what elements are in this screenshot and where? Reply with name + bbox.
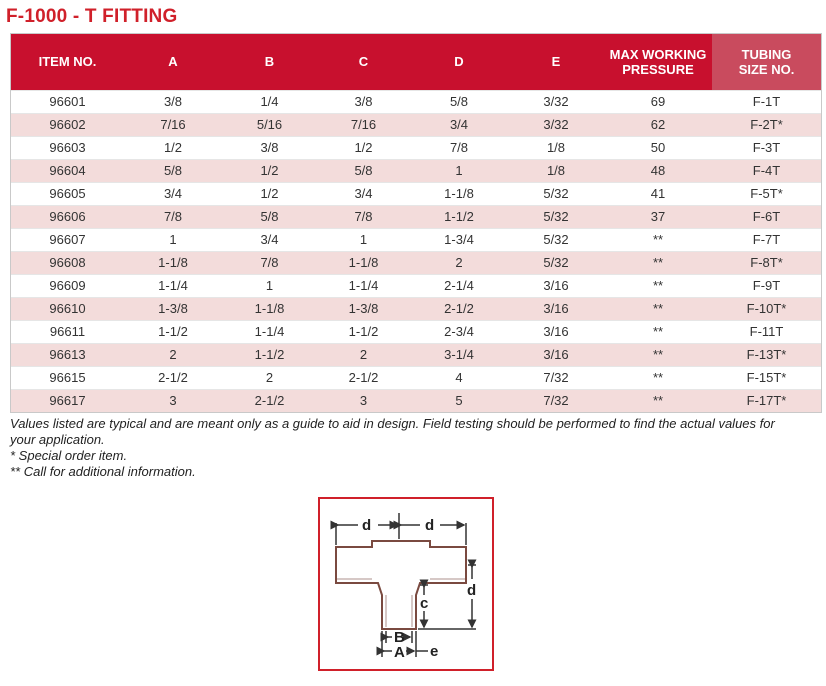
cell-item-no: 96610 bbox=[11, 297, 124, 320]
cell-d: 1-3/4 bbox=[410, 228, 508, 251]
cell-item-no: 96605 bbox=[11, 182, 124, 205]
cell-d: 2 bbox=[410, 251, 508, 274]
note-call-info: ** Call for additional information. bbox=[10, 464, 196, 479]
header-tubing-size-no: TUBING SIZE NO. bbox=[712, 34, 821, 90]
cell-item-no: 96617 bbox=[11, 389, 124, 412]
cell-max-pressure: 41 bbox=[604, 182, 712, 205]
header-e: E bbox=[551, 54, 561, 70]
cell-item-no: 96602 bbox=[11, 113, 124, 136]
cell-max-pressure: 62 bbox=[604, 113, 712, 136]
cell-a: 3/8 bbox=[124, 90, 222, 113]
cell-a: 2-1/2 bbox=[124, 366, 222, 389]
cell-b: 3/4 bbox=[222, 228, 317, 251]
dim-label-A: A bbox=[394, 644, 405, 661]
cell-c: 7/16 bbox=[317, 113, 410, 136]
cell-e: 7/32 bbox=[508, 366, 604, 389]
cell-d: 3-1/4 bbox=[410, 343, 508, 366]
cell-e: 1/8 bbox=[508, 136, 604, 159]
cell-e: 5/32 bbox=[508, 182, 604, 205]
table-row bbox=[11, 182, 821, 205]
cell-item-no: 96613 bbox=[11, 343, 124, 366]
cell-d: 1-1/8 bbox=[410, 182, 508, 205]
table-row bbox=[11, 366, 821, 389]
table-row bbox=[11, 159, 821, 182]
cell-b: 1-1/4 bbox=[222, 320, 317, 343]
cell-b: 3/8 bbox=[222, 136, 317, 159]
cell-a: 1-1/4 bbox=[124, 274, 222, 297]
cell-a: 7/8 bbox=[124, 205, 222, 228]
cell-max-pressure: ** bbox=[604, 343, 712, 366]
cell-b: 1 bbox=[222, 274, 317, 297]
note-disclaimer: Values listed are typical and are meant only as a guide to aid in design. Field testing should be performed to find the actual values for your application. bbox=[10, 416, 775, 447]
cell-tubing-size: F-10T* bbox=[712, 297, 821, 320]
cell-a: 3 bbox=[124, 389, 222, 412]
table-row bbox=[11, 297, 821, 320]
cell-tubing-size: F-8T* bbox=[712, 251, 821, 274]
cell-e: 7/32 bbox=[508, 389, 604, 412]
cell-tubing-size: F-17T* bbox=[712, 389, 821, 412]
cell-e: 3/16 bbox=[508, 343, 604, 366]
cell-b: 2-1/2 bbox=[222, 389, 317, 412]
cell-item-no: 96603 bbox=[11, 136, 124, 159]
cell-d: 4 bbox=[410, 366, 508, 389]
cell-tubing-size: F-9T bbox=[712, 274, 821, 297]
cell-a: 3/4 bbox=[124, 182, 222, 205]
cell-d: 1 bbox=[410, 159, 508, 182]
cell-b: 1-1/2 bbox=[222, 343, 317, 366]
cell-a: 1-1/8 bbox=[124, 251, 222, 274]
cell-c: 7/8 bbox=[317, 205, 410, 228]
cell-b: 5/8 bbox=[222, 205, 317, 228]
page-title: F-1000 - T FITTING bbox=[6, 6, 178, 27]
cell-a: 2 bbox=[124, 343, 222, 366]
note-special-order: * Special order item. bbox=[10, 448, 128, 463]
cell-b: 1/2 bbox=[222, 159, 317, 182]
cell-c: 1-1/2 bbox=[317, 320, 410, 343]
header-max-working-pressure: MAX WORKING PRESSURE bbox=[609, 46, 707, 77]
dim-label-e: e bbox=[430, 643, 439, 660]
cell-item-no: 96604 bbox=[11, 159, 124, 182]
cell-tubing-size: F-11T bbox=[712, 320, 821, 343]
cell-a: 7/16 bbox=[124, 113, 222, 136]
cell-b: 1-1/8 bbox=[222, 297, 317, 320]
cell-max-pressure: ** bbox=[604, 297, 712, 320]
cell-b: 5/16 bbox=[222, 113, 317, 136]
cell-item-no: 96611 bbox=[11, 320, 124, 343]
dim-label-c: c bbox=[420, 595, 429, 612]
cell-max-pressure: ** bbox=[604, 366, 712, 389]
cell-b: 7/8 bbox=[222, 251, 317, 274]
table-header-row bbox=[11, 34, 821, 90]
table-row bbox=[11, 136, 821, 159]
dim-label-B: B bbox=[394, 629, 405, 646]
table-row bbox=[11, 320, 821, 343]
cell-c: 1-1/4 bbox=[317, 274, 410, 297]
cell-e: 3/16 bbox=[508, 297, 604, 320]
t-fitting-drawing bbox=[320, 499, 492, 669]
cell-d: 2-1/4 bbox=[410, 274, 508, 297]
cell-tubing-size: F-5T* bbox=[712, 182, 821, 205]
cell-d: 5 bbox=[410, 389, 508, 412]
cell-d: 7/8 bbox=[410, 136, 508, 159]
cell-a: 5/8 bbox=[124, 159, 222, 182]
cell-tubing-size: F-6T bbox=[712, 205, 821, 228]
cell-a: 1-3/8 bbox=[124, 297, 222, 320]
cell-item-no: 96615 bbox=[11, 366, 124, 389]
table-row bbox=[11, 205, 821, 228]
cell-d: 2-3/4 bbox=[410, 320, 508, 343]
cell-max-pressure: ** bbox=[604, 274, 712, 297]
table-row bbox=[11, 343, 821, 366]
cell-c: 3 bbox=[317, 389, 410, 412]
cell-item-no: 96608 bbox=[11, 251, 124, 274]
cell-item-no: 96607 bbox=[11, 228, 124, 251]
cell-b: 1/2 bbox=[222, 182, 317, 205]
table-row bbox=[11, 228, 821, 251]
cell-max-pressure: 50 bbox=[604, 136, 712, 159]
cell-c: 5/8 bbox=[317, 159, 410, 182]
cell-tubing-size: F-2T* bbox=[712, 113, 821, 136]
cell-item-no: 96609 bbox=[11, 274, 124, 297]
cell-d: 3/4 bbox=[410, 113, 508, 136]
cell-c: 3/4 bbox=[317, 182, 410, 205]
cell-max-pressure: ** bbox=[604, 251, 712, 274]
table-row bbox=[11, 251, 821, 274]
cell-d: 2-1/2 bbox=[410, 297, 508, 320]
cell-c: 3/8 bbox=[317, 90, 410, 113]
cell-item-no: 96606 bbox=[11, 205, 124, 228]
table-row bbox=[11, 113, 821, 136]
cell-b: 1/4 bbox=[222, 90, 317, 113]
cell-d: 1-1/2 bbox=[410, 205, 508, 228]
cell-e: 5/32 bbox=[508, 228, 604, 251]
notes bbox=[10, 416, 790, 480]
table-row bbox=[11, 90, 821, 113]
dim-label-d-left: d bbox=[362, 517, 372, 534]
cell-max-pressure: 48 bbox=[604, 159, 712, 182]
cell-c: 1-1/8 bbox=[317, 251, 410, 274]
cell-max-pressure: ** bbox=[604, 389, 712, 412]
cell-tubing-size: F-7T bbox=[712, 228, 821, 251]
cell-tubing-size: F-1T bbox=[712, 90, 821, 113]
cell-e: 5/32 bbox=[508, 205, 604, 228]
cell-a: 1-1/2 bbox=[124, 320, 222, 343]
dim-label-d-right: d bbox=[425, 517, 435, 534]
fitting-outline bbox=[336, 541, 466, 629]
header-c: C bbox=[358, 54, 369, 70]
cell-tubing-size: F-15T* bbox=[712, 366, 821, 389]
cell-tubing-size: F-3T bbox=[712, 136, 821, 159]
cell-item-no: 96601 bbox=[11, 90, 124, 113]
cell-e: 1/8 bbox=[508, 159, 604, 182]
cell-tubing-size: F-4T bbox=[712, 159, 821, 182]
header-a: A bbox=[168, 54, 178, 70]
cell-max-pressure: 69 bbox=[604, 90, 712, 113]
cell-d: 5/8 bbox=[410, 90, 508, 113]
specs-table bbox=[10, 33, 822, 413]
cell-e: 3/32 bbox=[508, 113, 604, 136]
t-fitting-diagram bbox=[318, 497, 494, 671]
cell-e: 3/32 bbox=[508, 90, 604, 113]
cell-e: 3/16 bbox=[508, 274, 604, 297]
cell-b: 2 bbox=[222, 366, 317, 389]
header-d: D bbox=[454, 54, 464, 70]
cell-a: 1/2 bbox=[124, 136, 222, 159]
cell-c: 1-3/8 bbox=[317, 297, 410, 320]
cell-e: 3/16 bbox=[508, 320, 604, 343]
cell-e: 5/32 bbox=[508, 251, 604, 274]
cell-max-pressure: 37 bbox=[604, 205, 712, 228]
cell-c: 1 bbox=[317, 228, 410, 251]
header-b: B bbox=[264, 54, 275, 70]
dim-label-d-side: d bbox=[467, 582, 477, 599]
cell-max-pressure: ** bbox=[604, 320, 712, 343]
cell-c: 2 bbox=[317, 343, 410, 366]
cell-c: 1/2 bbox=[317, 136, 410, 159]
table-row bbox=[11, 274, 821, 297]
cell-c: 2-1/2 bbox=[317, 366, 410, 389]
table-row bbox=[11, 389, 821, 412]
cell-a: 1 bbox=[124, 228, 222, 251]
cell-max-pressure: ** bbox=[604, 228, 712, 251]
header-item-no: ITEM NO. bbox=[38, 54, 97, 70]
cell-tubing-size: F-13T* bbox=[712, 343, 821, 366]
